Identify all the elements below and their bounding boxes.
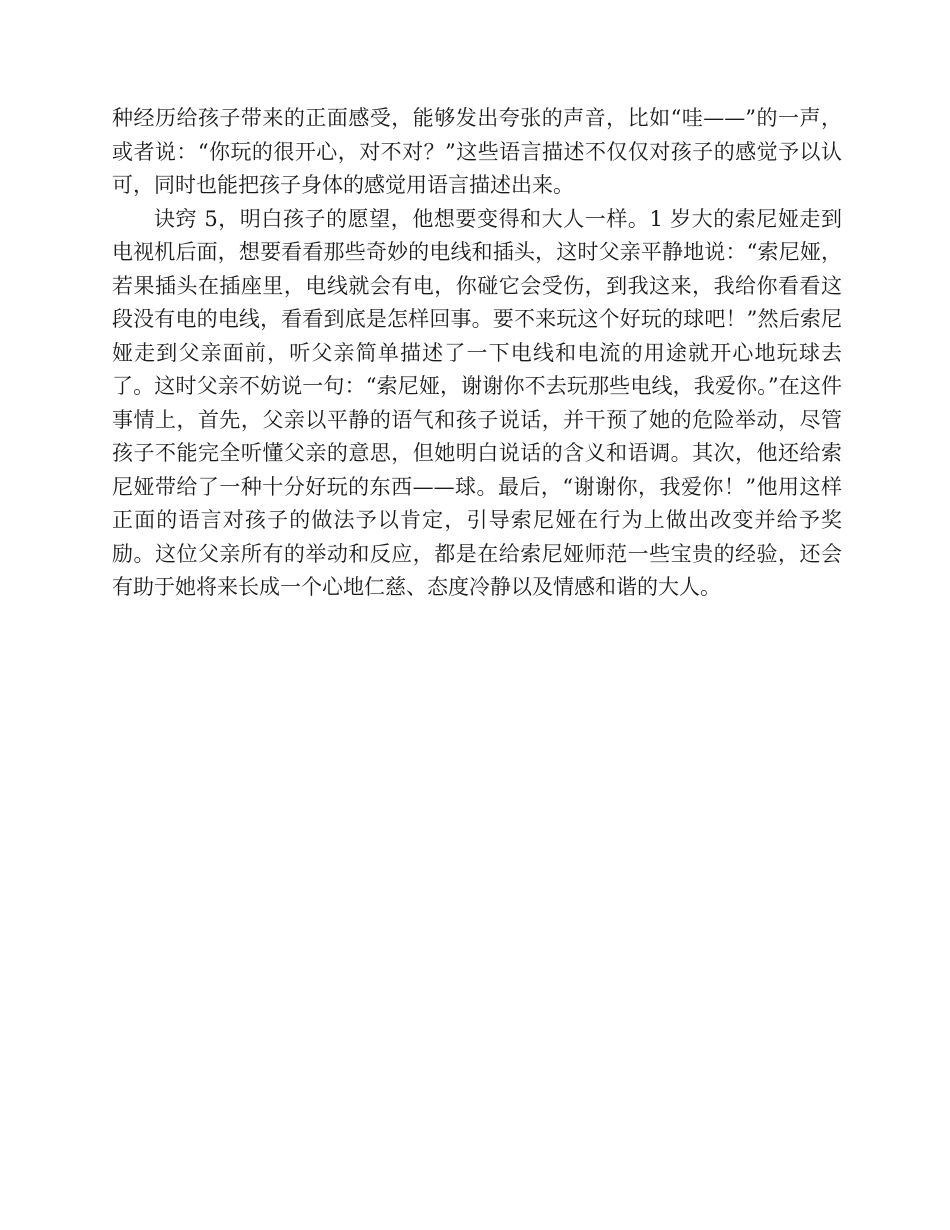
- document-body: [112, 102, 842, 605]
- paragraph-continuation: 种经历给孩子带来的正面感受，能够发出夸张的声音，比如“哇——”的一声，或者说：“你玩的很开心，对不对？”这些语言描述不仅仅对孩子的感觉予以认可，同时也能把孩子身体的感觉用语言描述出来。: [112, 106, 842, 197]
- paragraph-tip-5: 诀窍 5，明白孩子的愿望，他想要变得和大人一样。1 岁大的索尼娅走到电视机后面，想要看看那些奇妙的电线和插头，这时父亲平静地说：“索尼娅，若果插头在插座里，电线就会有电，你碰它会受伤，到我这来，我给你看看这段没有电的电线，看看到底是怎样回事。要不来玩这个好玩的球吧！”然后索尼娅走到父亲面前，听父亲简单描述了一下电线和电流的用途就开心地玩球去了。这时父亲不妨说一句：“索尼娅，谢谢你不去玩那些电线，我爱你。”在这件事情上，首先，父亲以平静的语气和孩子说话，并干预了她的危险举动，尽管孩子不能完全听懂父亲的意思，但她明白说话的含义和语调。其次，他还给索尼娅带给了一种十分好玩的东西——球。最后，“谢谢你，我爱你！”他用这样正面的语言对孩子的做法予以肯定，引导索尼娅在行为上做出改变并给予奖励。这位父亲所有的举动和反应，都是在给索尼娅师范一些宝贵的经验，还会有助于她将来长成一个心地仁慈、态度冷静以及情感和谐的大人。: [112, 206, 842, 599]
